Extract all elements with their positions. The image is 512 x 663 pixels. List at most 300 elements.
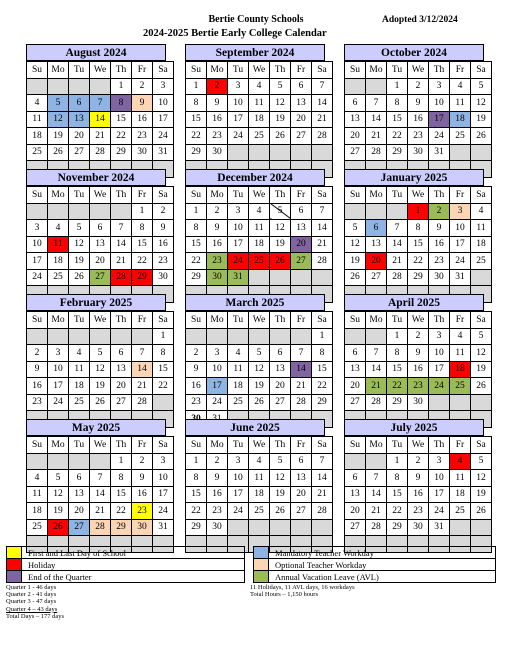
day-cell: 23 <box>132 503 153 520</box>
day-cell: 24 <box>153 503 174 520</box>
day-cell: 25 <box>228 394 249 411</box>
weekday-header: Fr <box>450 312 471 329</box>
day-cell: 13 <box>69 486 90 503</box>
day-cell: 6 <box>291 203 312 220</box>
empty-cell <box>450 144 471 161</box>
day-cell: 15 <box>387 361 408 378</box>
day-cell: 5 <box>270 453 291 470</box>
weekday-header: Tu <box>387 187 408 204</box>
day-cell: 3 <box>27 220 48 237</box>
day-cell: 9 <box>207 470 228 487</box>
day-cell: 8 <box>132 220 153 237</box>
day-cell: 22 <box>186 503 207 520</box>
weekday-header: We <box>249 62 270 79</box>
weekday-header: Th <box>270 187 291 204</box>
day-cell: 19 <box>471 361 492 378</box>
day-cell: 2 <box>429 203 450 220</box>
day-cell: 22 <box>387 503 408 520</box>
day-cell: 26 <box>345 269 366 286</box>
day-cell: 3 <box>450 203 471 220</box>
day-cell: 11 <box>249 95 270 112</box>
day-cell: 2 <box>408 328 429 345</box>
day-cell: 11 <box>471 220 492 237</box>
day-cell: 24 <box>429 503 450 520</box>
empty-cell <box>153 394 174 411</box>
day-cell: 1 <box>312 328 333 345</box>
day-cell: 23 <box>429 253 450 270</box>
day-cell: 15 <box>153 361 174 378</box>
weekday-header: Th <box>270 437 291 454</box>
day-cell: 4 <box>450 328 471 345</box>
day-cell: 27 <box>345 394 366 411</box>
day-cell: 28 <box>90 519 111 536</box>
day-cell: 25 <box>27 519 48 536</box>
day-cell: 1 <box>132 203 153 220</box>
empty-cell <box>69 78 90 95</box>
weekday-header: Sa <box>312 437 333 454</box>
day-cell: 2 <box>207 78 228 95</box>
day-cell: 18 <box>450 486 471 503</box>
day-cell: 12 <box>471 345 492 362</box>
legend <box>6 546 496 583</box>
day-cell: 29 <box>111 519 132 536</box>
empty-cell <box>90 203 111 220</box>
day-cell: 15 <box>312 361 333 378</box>
day-cell: 11 <box>249 220 270 237</box>
day-cell: 21 <box>366 503 387 520</box>
day-cell: 14 <box>111 236 132 253</box>
month-title: August 2024 <box>26 44 166 61</box>
legend-swatch-yellow <box>7 547 22 559</box>
weekday-header: Tu <box>387 312 408 329</box>
day-cell: 24 <box>48 394 69 411</box>
note-quarter-2: Quarter 2 - 41 days <box>6 591 57 599</box>
weekday-header: Sa <box>153 437 174 454</box>
day-cell: 9 <box>408 470 429 487</box>
day-cell: 21 <box>366 128 387 145</box>
weekday-header: We <box>90 312 111 329</box>
day-cell: 26 <box>270 253 291 270</box>
empty-cell <box>471 144 492 161</box>
day-cell: 20 <box>69 128 90 145</box>
day-cell: 4 <box>228 345 249 362</box>
day-cell: 19 <box>270 111 291 128</box>
weekday-header: Sa <box>153 312 174 329</box>
day-cell: 16 <box>207 486 228 503</box>
month-calendar <box>26 419 166 553</box>
empty-cell <box>48 328 69 345</box>
day-cell: 23 <box>207 128 228 145</box>
month-calendar <box>26 169 166 303</box>
weekday-header: Fr <box>450 187 471 204</box>
day-cell: 17 <box>429 111 450 128</box>
day-cell: 23 <box>207 253 228 270</box>
month-title: November 2024 <box>26 169 166 186</box>
day-cell: 4 <box>48 220 69 237</box>
month-title: April 2025 <box>344 294 484 311</box>
summary-notes <box>250 584 355 598</box>
day-cell: 31 <box>429 144 450 161</box>
day-cell: 25 <box>450 128 471 145</box>
month-calendar <box>185 419 325 553</box>
empty-cell <box>345 328 366 345</box>
weekday-header: We <box>408 187 429 204</box>
month-title: December 2024 <box>185 169 325 186</box>
day-cell: 23 <box>207 503 228 520</box>
day-cell: 12 <box>471 470 492 487</box>
day-cell: 29 <box>312 394 333 411</box>
day-cell: 9 <box>153 220 174 237</box>
day-cell: 24 <box>228 503 249 520</box>
day-cell: 10 <box>153 470 174 487</box>
day-cell: 29 <box>387 144 408 161</box>
day-cell: 9 <box>132 470 153 487</box>
day-cell: 1 <box>111 453 132 470</box>
day-cell: 1 <box>111 78 132 95</box>
day-cell: 30 <box>153 269 174 286</box>
day-cell: 24 <box>153 128 174 145</box>
day-cell: 7 <box>111 220 132 237</box>
day-cell: 13 <box>345 486 366 503</box>
day-cell: 25 <box>450 503 471 520</box>
day-cell: 22 <box>387 378 408 395</box>
empty-cell <box>228 144 249 161</box>
day-cell: 23 <box>408 128 429 145</box>
day-cell: 16 <box>429 236 450 253</box>
day-cell: 15 <box>186 111 207 128</box>
day-cell: 5 <box>69 220 90 237</box>
empty-cell <box>249 328 270 345</box>
day-cell: 25 <box>27 144 48 161</box>
weekday-header: Tu <box>69 312 90 329</box>
legend-end-of-quarter: End of the Quarter <box>22 571 245 583</box>
month-calendar <box>185 169 325 303</box>
day-cell: 26 <box>471 128 492 145</box>
day-cell: 15 <box>408 236 429 253</box>
day-cell: 12 <box>270 95 291 112</box>
legend-holiday: Holiday <box>22 559 245 571</box>
day-cell: 30 <box>429 269 450 286</box>
day-cell: 16 <box>132 486 153 503</box>
day-cell: 10 <box>429 95 450 112</box>
empty-cell <box>312 269 333 286</box>
empty-cell <box>345 203 366 220</box>
day-cell: 9 <box>27 361 48 378</box>
note-total-hours: Total Hours – 1,150 hours <box>250 591 318 599</box>
day-cell: 13 <box>291 220 312 237</box>
day-cell: 21 <box>366 378 387 395</box>
month-title: October 2024 <box>344 44 484 61</box>
day-cell: 28 <box>111 269 132 286</box>
day-cell: 2 <box>132 453 153 470</box>
day-cell: 14 <box>312 95 333 112</box>
weekday-header: Su <box>186 437 207 454</box>
day-cell: 24 <box>207 394 228 411</box>
day-cell: 3 <box>429 453 450 470</box>
weekday-header: Sa <box>471 437 492 454</box>
empty-cell <box>270 144 291 161</box>
day-cell: 16 <box>27 378 48 395</box>
day-cell: 18 <box>249 111 270 128</box>
day-cell: 10 <box>207 361 228 378</box>
month-calendar <box>185 294 325 428</box>
day-cell: 3 <box>429 78 450 95</box>
day-cell: 5 <box>48 470 69 487</box>
day-cell: 24 <box>450 253 471 270</box>
day-cell: 21 <box>387 253 408 270</box>
weekday-header: We <box>408 312 429 329</box>
month-title: June 2025 <box>185 419 325 436</box>
month-calendar <box>344 294 484 428</box>
weekday-header: Su <box>345 437 366 454</box>
day-cell: 31 <box>228 269 249 286</box>
day-cell: 4 <box>450 453 471 470</box>
day-cell: 19 <box>270 486 291 503</box>
day-cell: 17 <box>228 111 249 128</box>
day-cell: 28 <box>90 144 111 161</box>
weekday-header: Fr <box>132 437 153 454</box>
day-cell: 16 <box>408 361 429 378</box>
month-title: February 2025 <box>26 294 166 311</box>
day-cell: 21 <box>312 486 333 503</box>
day-cell: 7 <box>90 470 111 487</box>
day-cell: 1 <box>408 203 429 220</box>
weekday-header: Su <box>27 62 48 79</box>
day-cell: 28 <box>366 144 387 161</box>
day-cell: 12 <box>69 236 90 253</box>
weekday-header: Fr <box>291 437 312 454</box>
day-cell: 7 <box>312 78 333 95</box>
day-cell: 30 <box>408 519 429 536</box>
day-cell: 4 <box>249 453 270 470</box>
day-cell: 26 <box>270 503 291 520</box>
day-cell: 3 <box>228 78 249 95</box>
day-cell: 11 <box>450 345 471 362</box>
day-cell: 6 <box>90 220 111 237</box>
legend-mandatory-workday: Mandatory Teacher Workday <box>269 547 496 559</box>
day-cell: 1 <box>387 328 408 345</box>
day-cell: 16 <box>132 111 153 128</box>
day-cell: 22 <box>132 253 153 270</box>
day-cell: 10 <box>27 236 48 253</box>
day-cell: 29 <box>387 394 408 411</box>
day-cell: 18 <box>450 361 471 378</box>
day-cell: 26 <box>90 394 111 411</box>
empty-cell <box>270 269 291 286</box>
day-cell: 5 <box>48 95 69 112</box>
day-cell: 9 <box>132 95 153 112</box>
weekday-header: Sa <box>312 62 333 79</box>
day-cell: 30 <box>207 519 228 536</box>
day-cell: 11 <box>450 470 471 487</box>
day-cell: 14 <box>387 236 408 253</box>
weekday-header: Tu <box>387 437 408 454</box>
weekday-header: Mo <box>366 187 387 204</box>
day-cell: 28 <box>312 503 333 520</box>
day-cell: 20 <box>291 236 312 253</box>
day-cell: 23 <box>408 503 429 520</box>
weekday-header: Su <box>345 187 366 204</box>
empty-cell <box>345 453 366 470</box>
day-cell: 5 <box>270 203 291 220</box>
day-cell: 24 <box>429 378 450 395</box>
day-cell: 14 <box>90 111 111 128</box>
weekday-header: Mo <box>207 312 228 329</box>
empty-cell <box>291 328 312 345</box>
day-cell: 3 <box>429 328 450 345</box>
weekday-header: Mo <box>48 187 69 204</box>
day-cell: 8 <box>111 95 132 112</box>
day-cell: 20 <box>69 503 90 520</box>
day-cell: 2 <box>153 203 174 220</box>
empty-cell <box>69 328 90 345</box>
day-cell: 29 <box>186 269 207 286</box>
weekday-header: Sa <box>471 312 492 329</box>
day-cell: 22 <box>408 253 429 270</box>
weekday-header: Th <box>111 312 132 329</box>
day-cell: 27 <box>111 394 132 411</box>
day-cell: 9 <box>408 345 429 362</box>
day-cell: 27 <box>345 519 366 536</box>
weekday-header: Th <box>429 312 450 329</box>
day-cell: 6 <box>111 345 132 362</box>
weekday-header: Mo <box>48 437 69 454</box>
empty-cell <box>27 453 48 470</box>
day-cell: 5 <box>270 78 291 95</box>
day-cell: 25 <box>249 128 270 145</box>
weekday-header: Tu <box>69 437 90 454</box>
day-cell: 2 <box>408 78 429 95</box>
weekday-header: Su <box>186 312 207 329</box>
day-cell: 12 <box>90 361 111 378</box>
day-cell: 31 <box>153 519 174 536</box>
day-cell: 28 <box>291 394 312 411</box>
day-cell: 6 <box>291 78 312 95</box>
day-cell: 29 <box>186 519 207 536</box>
empty-cell <box>228 328 249 345</box>
month-title: July 2025 <box>344 419 484 436</box>
day-cell: 31 <box>450 269 471 286</box>
weekday-header: Tu <box>228 437 249 454</box>
day-cell: 9 <box>186 361 207 378</box>
note-holidays-avl-workdays: 11 Holidays, 11 AVL days, 16 workdays <box>250 584 355 591</box>
day-cell: 17 <box>450 236 471 253</box>
day-cell: 15 <box>186 236 207 253</box>
weekday-header: Fr <box>291 312 312 329</box>
day-cell: 4 <box>27 95 48 112</box>
day-cell: 21 <box>90 128 111 145</box>
day-cell: 19 <box>249 378 270 395</box>
day-cell: 6 <box>270 345 291 362</box>
weekday-header: Th <box>111 187 132 204</box>
day-cell: 17 <box>48 378 69 395</box>
empty-cell <box>366 78 387 95</box>
empty-cell <box>27 328 48 345</box>
legend-optional-workday: Optional Teacher Workday <box>269 559 496 571</box>
day-cell: 16 <box>186 378 207 395</box>
day-cell: 22 <box>312 378 333 395</box>
day-cell: 23 <box>408 378 429 395</box>
day-cell: 27 <box>345 144 366 161</box>
day-cell: 18 <box>450 111 471 128</box>
weekday-header: Mo <box>366 62 387 79</box>
month-title: September 2024 <box>185 44 325 61</box>
weekday-header: Th <box>111 62 132 79</box>
day-cell: 16 <box>207 236 228 253</box>
day-cell: 21 <box>312 111 333 128</box>
empty-cell <box>249 519 270 536</box>
day-cell: 25 <box>48 269 69 286</box>
empty-cell <box>471 394 492 411</box>
weekday-header: Th <box>429 187 450 204</box>
day-cell: 27 <box>90 269 111 286</box>
day-cell: 8 <box>387 345 408 362</box>
day-cell: 10 <box>429 345 450 362</box>
day-cell: 22 <box>186 128 207 145</box>
day-cell: 6 <box>345 345 366 362</box>
day-cell: 5 <box>90 345 111 362</box>
weekday-header: Sa <box>312 312 333 329</box>
weekday-header: Su <box>27 437 48 454</box>
day-cell: 26 <box>69 269 90 286</box>
empty-cell <box>48 203 69 220</box>
note-total-days: Total Days – 177 days <box>6 612 65 620</box>
day-cell: 9 <box>408 95 429 112</box>
empty-cell <box>366 203 387 220</box>
weekday-header: Sa <box>312 187 333 204</box>
day-cell: 10 <box>228 95 249 112</box>
weekday-header: Mo <box>366 312 387 329</box>
day-cell: 1 <box>387 453 408 470</box>
day-cell: 19 <box>345 253 366 270</box>
empty-cell <box>312 144 333 161</box>
empty-cell <box>69 453 90 470</box>
weekday-header: Tu <box>69 187 90 204</box>
day-cell: 22 <box>153 378 174 395</box>
day-cell: 26 <box>471 503 492 520</box>
day-cell: 26 <box>471 378 492 395</box>
day-cell: 15 <box>186 486 207 503</box>
day-cell: 25 <box>450 378 471 395</box>
day-cell: 16 <box>408 111 429 128</box>
day-cell: 25 <box>69 394 90 411</box>
day-cell: 12 <box>270 220 291 237</box>
day-cell: 18 <box>69 378 90 395</box>
weekday-header: Sa <box>153 62 174 79</box>
day-cell: 13 <box>69 111 90 128</box>
day-cell: 1 <box>186 203 207 220</box>
weekday-header: Th <box>270 62 291 79</box>
day-cell: 15 <box>387 486 408 503</box>
day-cell: 30 <box>408 394 429 411</box>
day-cell: 28 <box>312 128 333 145</box>
day-cell: 13 <box>270 361 291 378</box>
day-cell: 24 <box>429 128 450 145</box>
day-cell: 22 <box>111 503 132 520</box>
weekday-header: Mo <box>207 187 228 204</box>
day-cell: 28 <box>366 394 387 411</box>
day-cell: 28 <box>387 269 408 286</box>
day-cell: 23 <box>186 394 207 411</box>
day-cell: 27 <box>291 503 312 520</box>
day-cell: 1 <box>153 328 174 345</box>
day-cell: 29 <box>408 269 429 286</box>
day-cell: 29 <box>387 519 408 536</box>
day-cell: 16 <box>408 486 429 503</box>
day-cell: 27 <box>291 253 312 270</box>
weekday-header: Mo <box>48 312 69 329</box>
day-cell: 14 <box>291 361 312 378</box>
